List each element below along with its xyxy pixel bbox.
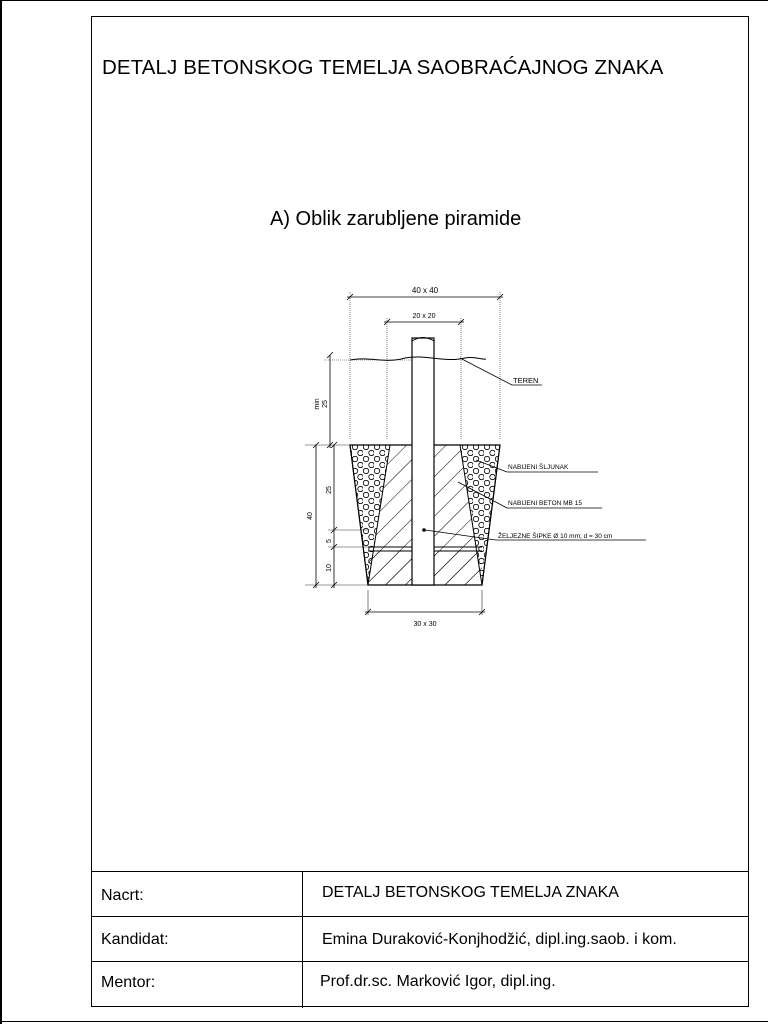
value-kandidat: Emina Duraković-Konjhodžić, dipl.ing.saob. i kom. xyxy=(322,931,677,948)
drawing-title: DETALJ BETONSKOG TEMELJA SAOBRAĆAJNOG ZNAKA xyxy=(102,56,664,79)
label-teren: TEREN xyxy=(513,376,539,385)
drawing-subtitle: A) Oblik zarubljene piramide xyxy=(270,208,522,230)
dim-soil-label: 25 xyxy=(322,400,329,408)
dim-min-label: min xyxy=(314,398,321,410)
label-concrete: NABIJENI BETON MB 15 xyxy=(508,500,582,507)
dim-base-label: 10 xyxy=(326,564,333,572)
label-nacrt: Nacrt: xyxy=(101,887,144,904)
dim-inner-label: 20 x 20 xyxy=(412,313,436,320)
label-rebar: ŽELJEZNE ŠIPKE Ø 10 mm; d = 30 cm xyxy=(498,533,613,540)
title-block xyxy=(91,871,749,1007)
value-mentor: Prof.dr.sc. Marković Igor, dipl.ing. xyxy=(320,973,556,990)
dim-concrete-label: 25 xyxy=(326,486,333,494)
dim-top-label: 40 x 40 xyxy=(411,286,439,295)
sign-pole xyxy=(412,338,434,585)
value-nacrt: DETALJ BETONSKOG TEMELJA ZNAKA xyxy=(322,884,619,901)
dim-gap-label: 5 xyxy=(326,539,333,543)
title-block-values xyxy=(303,872,749,1008)
label-kandidat: Kandidat: xyxy=(101,931,169,948)
dim-total-label: 40 xyxy=(307,512,314,520)
label-mentor: Mentor: xyxy=(101,974,156,991)
label-gravel: NABIJENI ŠLJUNAK xyxy=(508,464,569,471)
dim-bottom-label: 30 x 30 xyxy=(413,621,437,628)
